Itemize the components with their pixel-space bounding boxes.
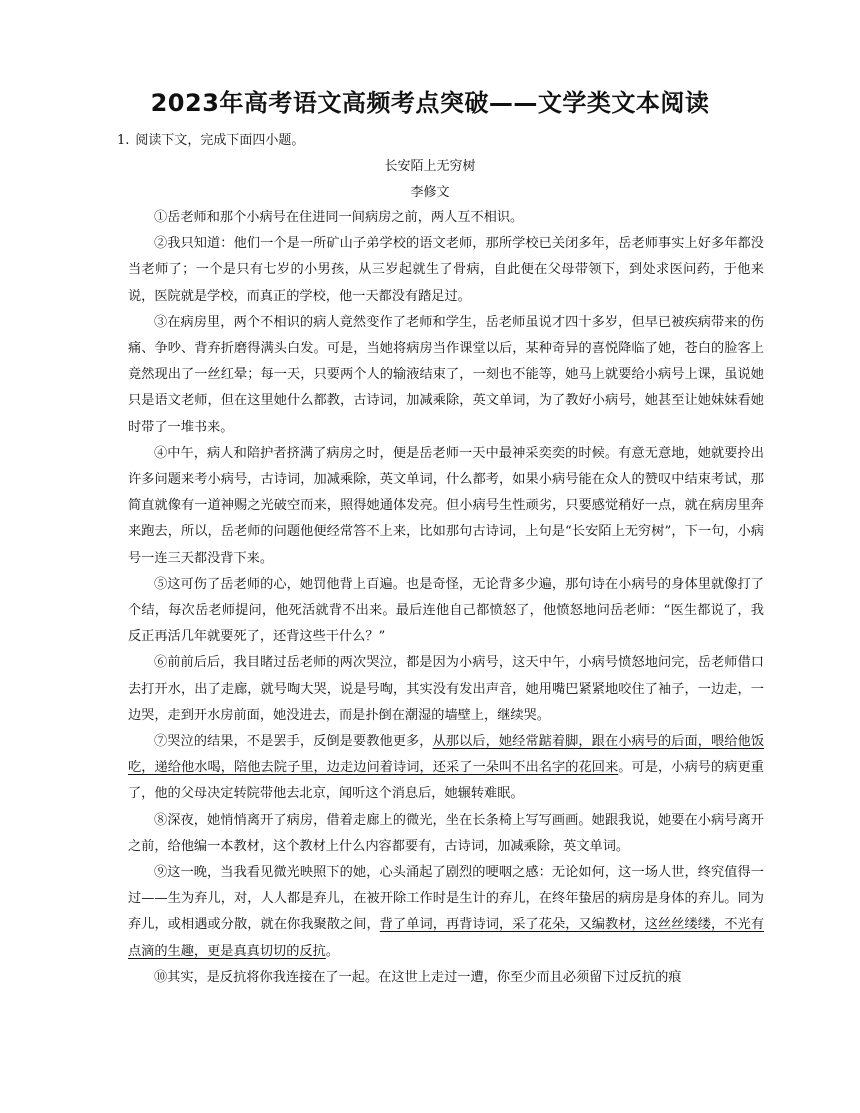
paragraph-2: ②我只知道：他们一个是一所矿山子弟学校的语文老师，那所学校已关闭多年，岳老师事实上好多年都没当老师了；一个是只有七岁的小男孩，从三岁起就生了骨病，自此便在父母带领下，到处求医问药，于他来说，医院就是学校，而真正的学校，他一天都没有踏足过。 [128,236,764,304]
paragraph-3: ③在病房里，两个不相识的病人竟然变作了老师和学生，岳老师虽说才四十多岁，但早已被疾病带来的伤痛、争吵、背弃折磨得满头白发。可是，当她将病房当作课堂以后，某种奇异的喜悦降临了她，苍白的脸客上竟然现出了一丝红晕；每一天，只要两个人的输液结束了，一刻也不能等，她马上就要给小病号上课，虽说她只是语文老师，但在这里她什么都教，古诗词，加减乘除，英文单词，为了教好小病号，她甚至让她妹妹看她时带了一堆书来。 [128,314,764,435]
paragraph-10: ⑩其实，是反抗将你我连接在了一起。在这世上走过一遭，你至少而且必须留下过反抗的痕 [154,969,682,985]
paragraph-9-underlined-text: 背了单词，再背诗词，采了花朵，又编教材，这丝丝缕缕，不光有点滴的生趣，更是真真切切的反抗 [128,917,765,959]
document-title: 2023年高考语文高频考点突破——文学类文本阅读 [150,89,710,117]
story-body [128,205,764,991]
paragraph-9 [128,860,764,965]
paragraph-6: ⑥前前后后，我目睹过岳老师的两次哭泣，都是因为小病号，这天中午，小病号愤怒地问完，岳老师借口去打开水，出了走廊，就号啕大哭，说是号啕，其实没有发出声音，她用嘴巴紧紧地咬住了袖子，一边走，一边哭，走到开水房前面，她没进去，而是扑倒在潮湿的墙壁上，继续哭。 [128,655,764,723]
paragraph-7-text-end: 。可是，小病号的病更重了，他的父母决定转院带他去北京，闻听这个消息后，她辗转难眠。 [128,760,764,802]
story-title: 长安陌上无穷树 [384,159,476,174]
story-author: 李修文 [410,185,450,200]
question-instruction: 阅读下文，完成下面四小题。 [135,133,305,148]
paragraph-9-text-end: 。 [325,943,339,959]
paragraph-1: ①岳老师和那个小病号在住进同一间病房之前，两人互不相识。 [154,210,524,225]
paragraph-9-text-start: ⑨这一晚，当我看见微光映照下的她，心头涌起了剧烈的哽咽之感：无论如何，这一场人世，终究值得一过——生为弃儿，对，人人都是弃儿，在被开除工作时是生计的弃儿，在终年蛰居的病房是身体的弃儿。同为弃儿，或相遇或分散，就在你我聚散之间， [128,865,764,933]
paragraph-5: ⑤这可伤了岳老师的心，她罚他背上百遍。也是奇怪，无论背多少遍，那句诗在小病号的身体里就像打了个结，每次岳老师提问，他死活就背不出来。最后连他自己都愤怒了，他愤怒地问岳老师：“医生都说了，我反正再活几年就要死了，还背这些干什么？” [128,576,764,645]
paragraph-8: ⑧深夜，她悄悄离开了病房，借着走廊上的微光，坐在长条椅上写写画画。她跟我说，她要在小病号离开之前，给他编一本教材，这个教材上什么内容都要有，古诗词，加减乘除，英文单词。 [128,812,764,854]
paragraph-7 [128,729,764,808]
question-number: 1. [117,133,130,148]
question-header [117,131,304,151]
paragraph-7-text-start: ⑦哭泣的结果，不是罢手，反倒是要教他更多， [154,734,433,750]
paragraph-7-underlined-text: 从那以后，她经常踮着脚，跟在小病号的后面，喂给他饭吃，递给他水喝，陪他去院子里，边走边问着诗词，还采了一朵叫不出名字的花回来 [128,734,765,776]
paragraph-4: ④中午，病人和陪护者挤满了病房之时，便是岳老师一天中最神采奕奕的时候。有意无意地，她就要拎出许多问题来考小病号，古诗词，加减乘除，英文单词，什么都考，如果小病号能在众人的赞叹中结束考试，那简直就像有一道神赐之光破空而来，照得她通体发亮。但小病号生性顽劣，只要感觉稍好一点，就在病房里奔来跑去，所以，岳老师的问题他便经常答不上来，比如那句古诗词，上句是“长安陌上无穷树”，下一句，小病号一连三天都没背下来。 [128,445,764,566]
